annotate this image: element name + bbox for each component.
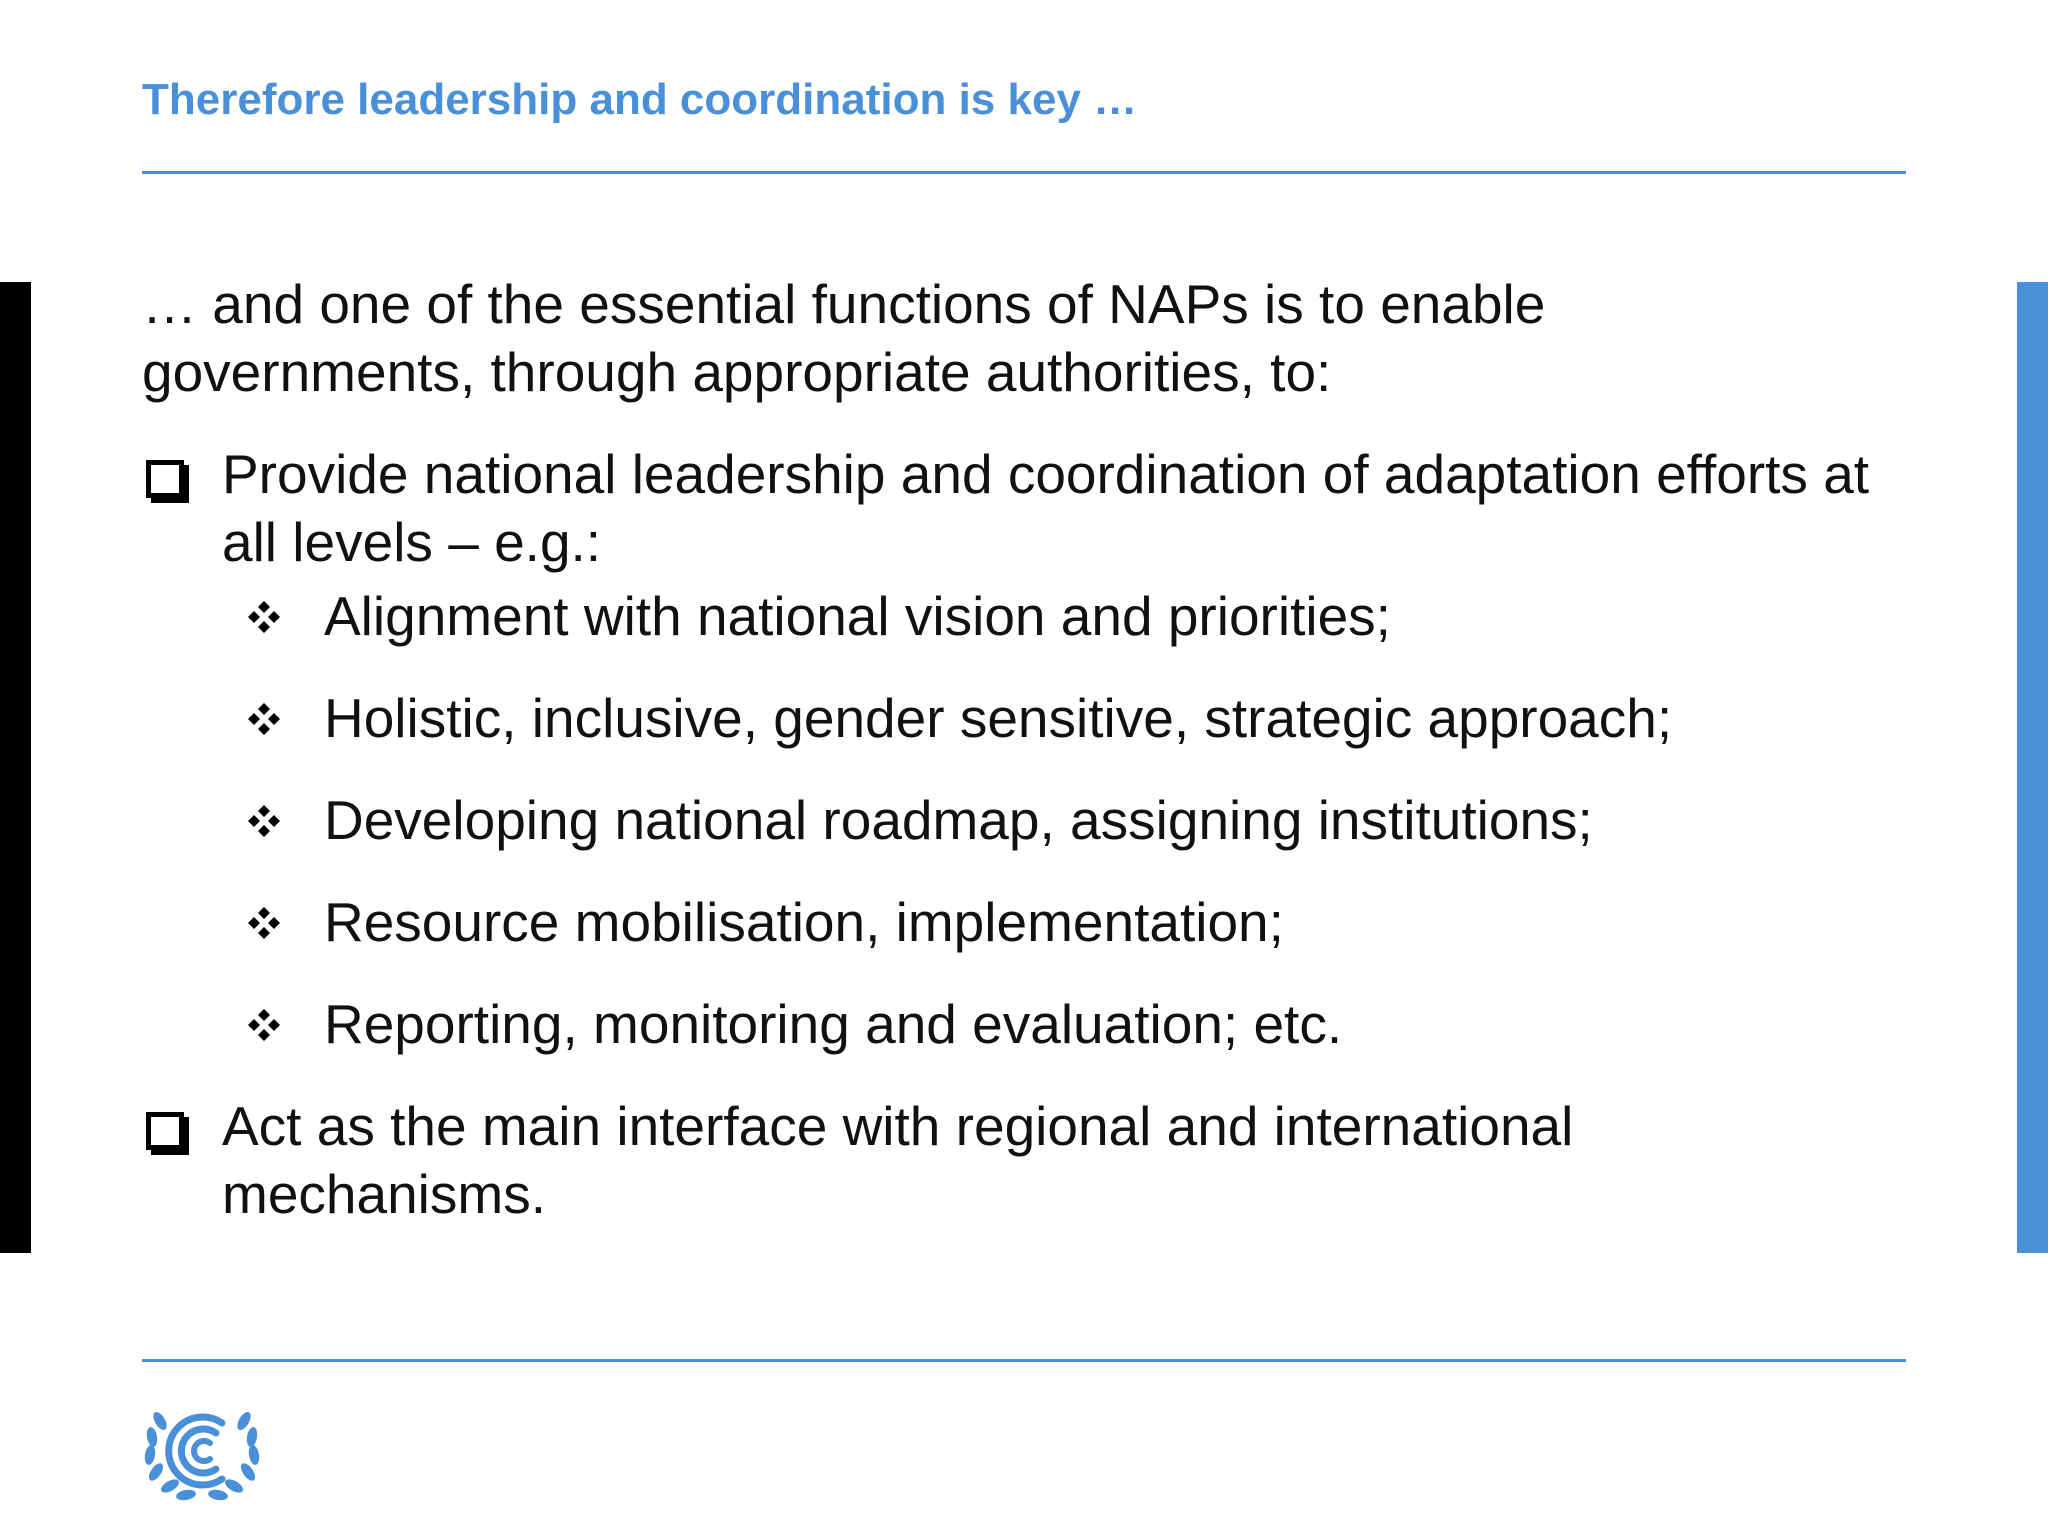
sub-bullet-item <box>142 990 1882 1058</box>
sub-bullet-text: Reporting, monitoring and evaluation; etc. <box>324 993 1343 1055</box>
four-diamond-bullet-icon <box>246 905 282 941</box>
bullet-item <box>142 440 1882 1058</box>
four-diamond-bullet-icon <box>246 803 282 839</box>
four-diamond-bullet-icon <box>246 701 282 737</box>
sub-bullet-item <box>142 888 1882 956</box>
bullet-text: Provide national leadership and coordination of adaptation efforts at all levels – e.g.: <box>222 443 1870 573</box>
sub-bullet-item <box>142 582 1882 650</box>
slide-body <box>142 270 1882 1262</box>
left-accent-bar <box>0 282 31 1253</box>
four-diamond-bullet-icon <box>246 599 282 635</box>
sub-bullet-text: Alignment with national vision and priorities; <box>324 585 1391 647</box>
slide-title: Therefore leadership and coordination is key … <box>142 75 1138 124</box>
bullet-item <box>142 1092 1882 1228</box>
sub-bullet-text: Holistic, inclusive, gender sensitive, strategic approach; <box>324 687 1673 749</box>
top-divider <box>142 171 1906 174</box>
intro-text: … and one of the essential functions of NAPs is to enable governments, through appropriate authorities, to: <box>142 273 1546 403</box>
hollow-square-bullet-icon <box>146 460 184 498</box>
sub-bullet-item <box>142 786 1882 854</box>
bottom-divider <box>142 1359 1906 1362</box>
sub-bullet-text: Developing national roadmap, assigning institutions; <box>324 789 1593 851</box>
sub-bullet-item <box>142 684 1882 752</box>
four-diamond-bullet-icon <box>246 1007 282 1043</box>
right-accent-bar <box>2017 282 2048 1253</box>
sub-bullet-text: Resource mobilisation, implementation; <box>324 891 1284 953</box>
sub-bullet-list <box>222 582 1882 1058</box>
hollow-square-bullet-icon <box>146 1112 184 1150</box>
unfccc-emblem-icon <box>138 1397 266 1505</box>
bullet-text: Act as the main interface with regional and international mechanisms. <box>222 1095 1574 1225</box>
